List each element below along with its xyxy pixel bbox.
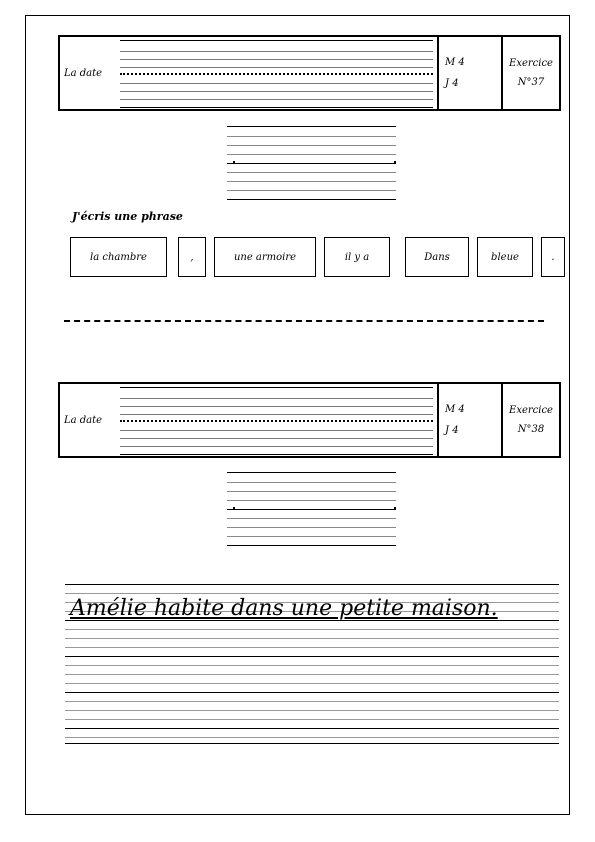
exercise-header-37 <box>58 35 561 111</box>
date-label: La date <box>64 67 103 79</box>
mj-cell <box>437 37 501 109</box>
writing-area <box>65 584 559 744</box>
j-label: J 4 <box>445 425 459 436</box>
j-label: J 4 <box>445 78 459 89</box>
exercise-label: Exercice <box>509 58 553 69</box>
title-writing-lines <box>227 470 396 546</box>
mj-cell <box>437 384 501 456</box>
word-box-2[interactable]: , <box>178 237 206 277</box>
title-writing-lines <box>227 124 396 200</box>
date-label: La date <box>64 414 103 426</box>
date-writing-lines <box>120 384 433 456</box>
m-label: M 4 <box>445 404 465 415</box>
exercise-number: N°37 <box>517 77 545 88</box>
exercise-header-38 <box>58 382 561 458</box>
word-box-7[interactable]: . <box>541 237 565 277</box>
word-box-1[interactable]: la chambre <box>70 237 167 277</box>
word-box-5[interactable]: Dans <box>405 237 469 277</box>
exercise-cell <box>501 384 559 456</box>
exercise-label: Exercice <box>509 405 553 416</box>
date-writing-lines <box>120 37 433 109</box>
section-title: J'écris une phrase <box>72 210 183 223</box>
word-box-6[interactable]: bleue <box>477 237 533 277</box>
exercise-number: N°38 <box>517 424 545 435</box>
word-box-3[interactable]: une armoire <box>214 237 316 277</box>
exercise-cell <box>501 37 559 109</box>
cut-line <box>64 320 544 322</box>
word-box-4[interactable]: il y a <box>324 237 390 277</box>
model-sentence: Amélie habite dans une petite maison. <box>70 596 498 621</box>
m-label: M 4 <box>445 57 465 68</box>
